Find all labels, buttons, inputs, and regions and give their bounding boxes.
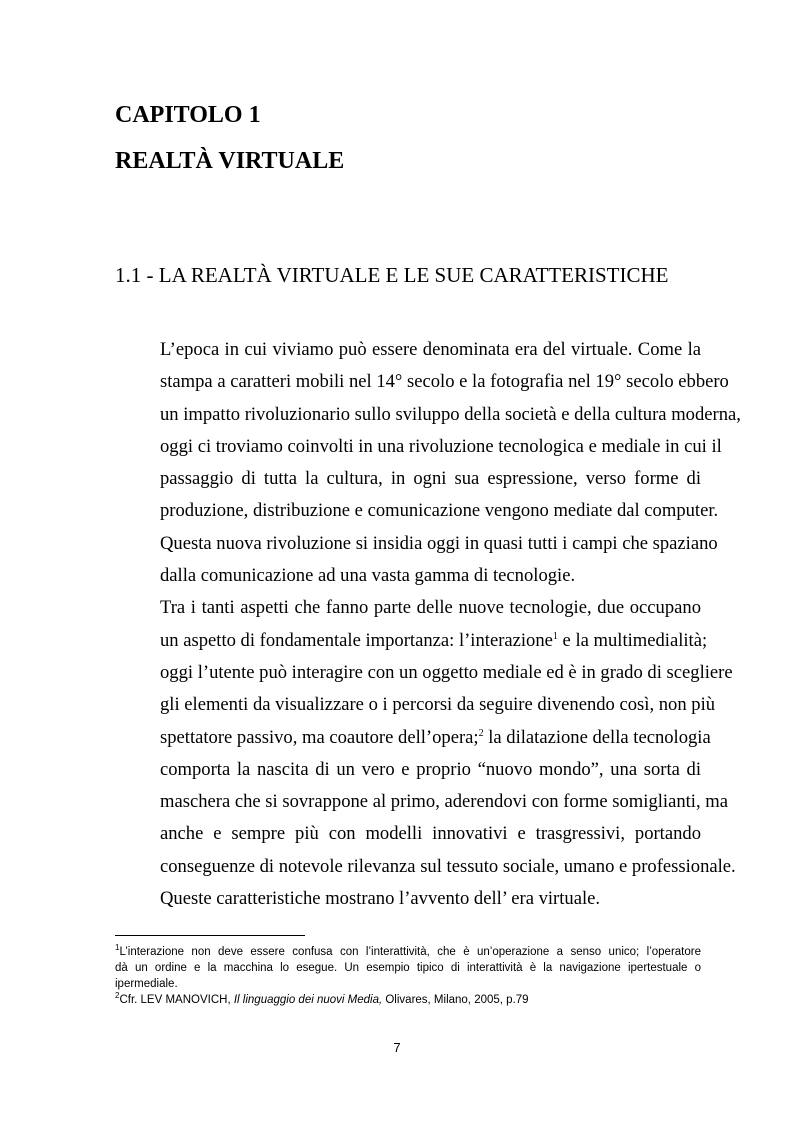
footnote-marker: 1 bbox=[115, 943, 120, 953]
text-line: Questa nuova rivoluzione si insidia oggi in quasi tutti i campi che spaziano bbox=[160, 532, 718, 554]
text-line: comporta la nascita di un vero e proprio “nuovo mondo”, una sorta di bbox=[160, 758, 701, 780]
text-line: oggi l’utente può interagire con un oggetto mediale ed è in grado di scegliere bbox=[160, 661, 733, 683]
text-line: Queste caratteristiche mostrano l’avvento dell’ era virtuale. bbox=[160, 888, 601, 910]
text-line: oggi ci troviamo coinvolti in una rivoluzione tecnologica e mediale in cui il bbox=[160, 435, 722, 457]
text-fragment: spettatore passivo, ma coautore dell’opera; bbox=[160, 726, 479, 748]
text-line: un impatto rivoluzionario sullo sviluppo della società e della cultura moderna, bbox=[160, 403, 741, 425]
text-line: conseguenze di notevole rilevanza sul tessuto sociale, umano e professionale. bbox=[160, 855, 736, 877]
text-line: L’epoca in cui viviamo può essere denominata era del virtuale. Come la bbox=[160, 339, 701, 360]
text-line: anche e sempre più con modelli innovativi e trasgressivi, portando bbox=[160, 823, 701, 845]
section-heading: 1.1 - LA REALTÀ VIRTUALE E LE SUE CARATTERISTICHE bbox=[115, 263, 669, 287]
text-line: passaggio di tutta la cultura, in ogni sua espressione, verso forme di bbox=[160, 468, 701, 490]
paragraph-2 bbox=[115, 592, 736, 915]
text-line: gli elementi da visualizzare o i percorsi da seguire divenendo così, non più bbox=[160, 694, 716, 716]
text-line: dalla comunicazione ad una vasta gamma di tecnologie. bbox=[160, 565, 576, 587]
footnote-marker: 2 bbox=[115, 991, 120, 1001]
text-line: stampa a caratteri mobili nel 14° secolo e la fotografia nel 19° secolo ebbero bbox=[160, 371, 729, 393]
text-line: produzione, distribuzione e comunicazione vengono mediate dal computer. bbox=[160, 500, 719, 522]
footnote-text: L’interazione non deve essere confusa con l’interattività, che è un’operazione a senso unico; l’operatore bbox=[119, 946, 701, 958]
footnote-text: Cfr. LEV MANOVICH, bbox=[119, 994, 234, 1006]
footnotes bbox=[115, 944, 701, 1008]
footnote-book-title: Il linguaggio dei nuovi Media, bbox=[233, 994, 383, 1006]
paragraph-1 bbox=[115, 334, 741, 592]
footnote-ref-1[interactable]: 1 bbox=[552, 630, 558, 642]
footnote-1 bbox=[115, 944, 701, 992]
chapter-title: REALTÀ VIRTUALE bbox=[115, 148, 345, 174]
body-text bbox=[115, 334, 741, 915]
footnote-2 bbox=[115, 992, 701, 1008]
chapter-number: CAPITOLO 1 bbox=[115, 102, 261, 128]
text-fragment: un aspetto di fondamentale importanza: l’interazione bbox=[160, 629, 553, 651]
text-line bbox=[115, 625, 708, 657]
footnote-text: Olivares, Milano, 2005, p.79 bbox=[382, 994, 529, 1006]
footnote-line: ipermediale. bbox=[115, 978, 178, 990]
text-line: maschera che si sovrappone al primo, aderendovi con forme somiglianti, ma bbox=[160, 791, 728, 813]
footnote-line bbox=[115, 992, 701, 1008]
chapter-heading bbox=[115, 92, 344, 184]
footnote-line: dà un ordine e la macchina lo esegue. Un esempio tipico di interattività è la navigazione ipertestuale o bbox=[115, 962, 701, 974]
text-fragment: la dilatazione della tecnologia bbox=[483, 726, 711, 748]
text-line bbox=[115, 722, 711, 754]
text-fragment: e la multimedialità; bbox=[557, 629, 708, 651]
page-number: 7 bbox=[393, 1040, 401, 1055]
footnote-separator bbox=[115, 935, 305, 936]
text-line: Tra i tanti aspetti che fanno parte delle nuove tecnologie, due occupano bbox=[160, 597, 701, 619]
footnote-line bbox=[115, 944, 701, 960]
footnote-ref-2[interactable]: 2 bbox=[478, 727, 484, 739]
